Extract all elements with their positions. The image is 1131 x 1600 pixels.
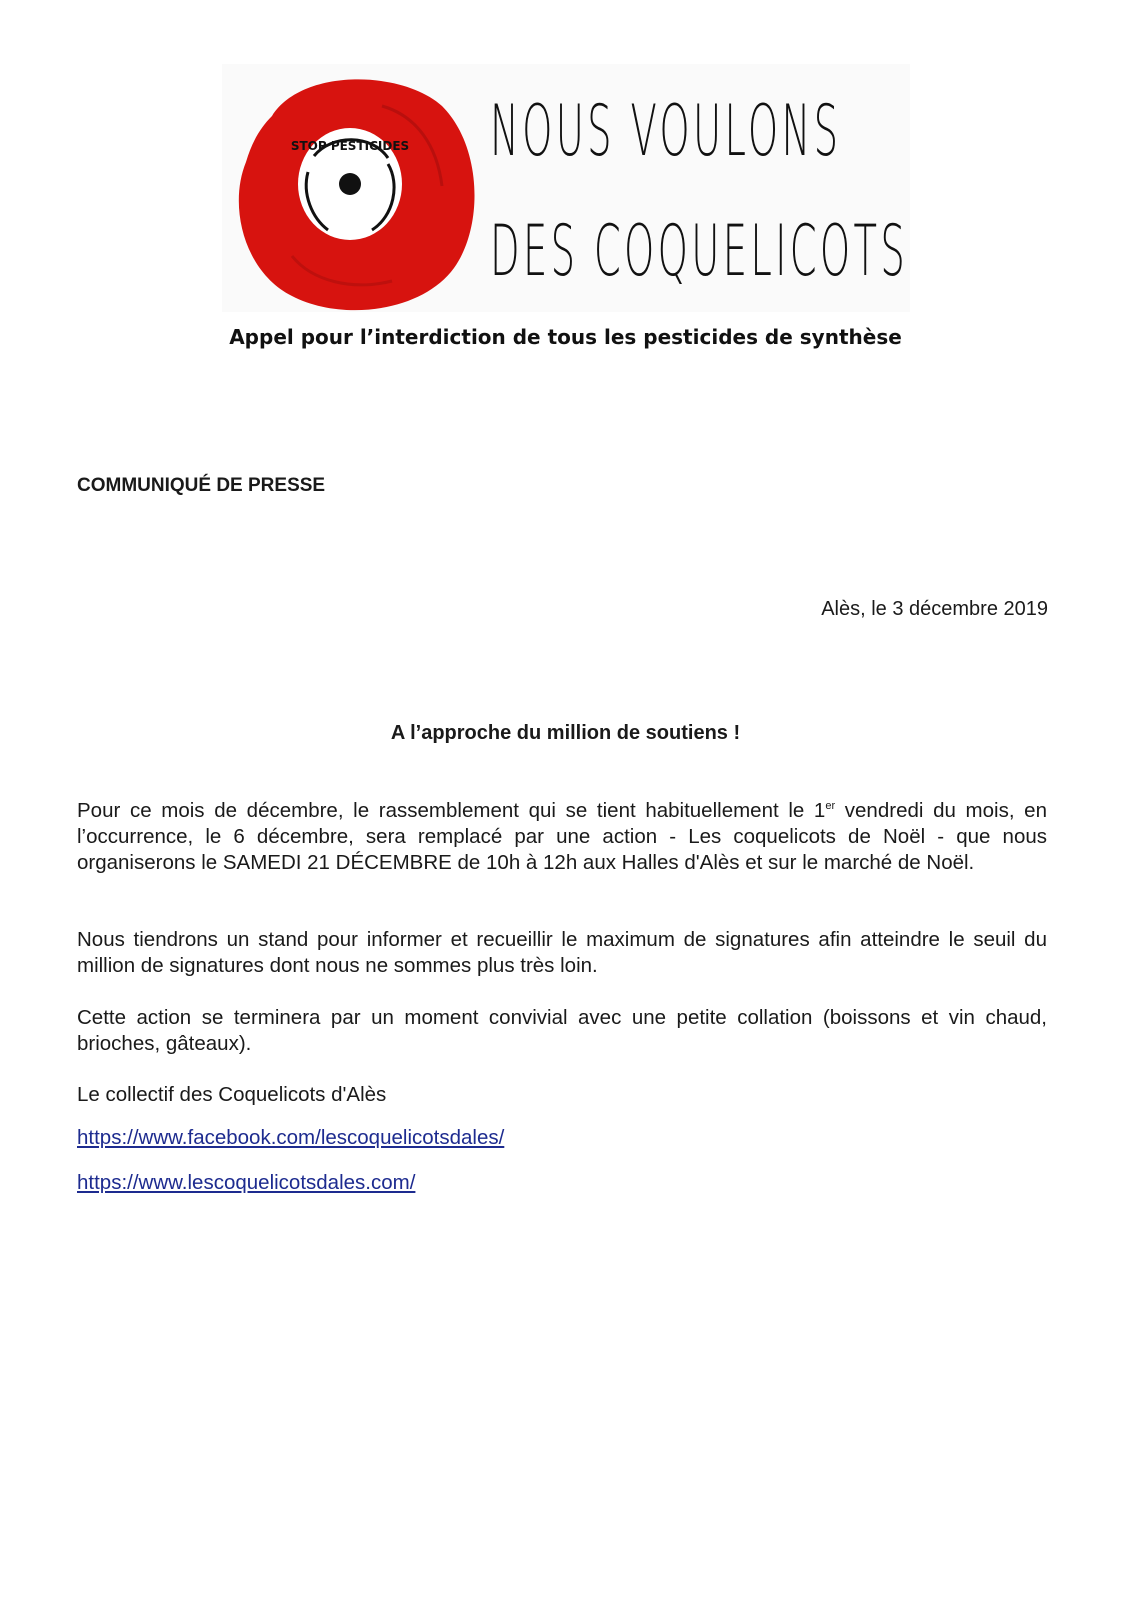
press-release-label: COMMUNIQUÉ DE PRESSE: [77, 475, 326, 496]
stop-pesticides-badge: STOP PESTICIDES: [290, 139, 410, 153]
paragraph-1-start: Pour ce mois de décembre, le rassemblement qui se tient habituellement le 1: [77, 799, 826, 822]
ordinal-superscript: er: [825, 800, 836, 813]
paragraph-1: [77, 798, 1047, 876]
facebook-link[interactable]: https://www.facebook.com/lescoquelicotsdales/: [77, 1126, 505, 1149]
website-link[interactable]: https://www.lescoquelicotsdales.com/: [77, 1171, 416, 1194]
date-line: Alès, le 3 décembre 2019: [821, 598, 1048, 620]
headline: A l’approche du million de soutiens !: [390, 722, 741, 744]
paragraph-3: Cette action se terminera par un moment convivial avec une petite collation (boissons et vin chaud, brioches, gâteaux).: [77, 1006, 1047, 1055]
paragraph-1-end: vendredi du mois, en l’occurrence, le 6 décembre, sera remplacé par une action - Les coquelicots de Noël - que nous organiserons le SAMEDI 21 DÉCEMBRE de 10h à 12h aux Halles d'Alès et sur le marché de Noël.: [77, 799, 1047, 874]
paragraph-2: Nous tiendrons un stand pour informer et recueillir le maximum de signatures afin atteindre le seuil du million de signatures dont nous ne sommes plus très loin.: [77, 928, 1047, 977]
logo-title-line-1: NOUS VOULONS: [490, 90, 842, 172]
poppy-logo: [232, 76, 480, 314]
logo-title-line-2: DES COQUELICOTS: [490, 210, 909, 292]
signature-line: Le collectif des Coquelicots d'Alès: [77, 1083, 387, 1106]
tagline: Appel pour l’interdiction de tous les pesticides de synthèse: [229, 325, 902, 349]
